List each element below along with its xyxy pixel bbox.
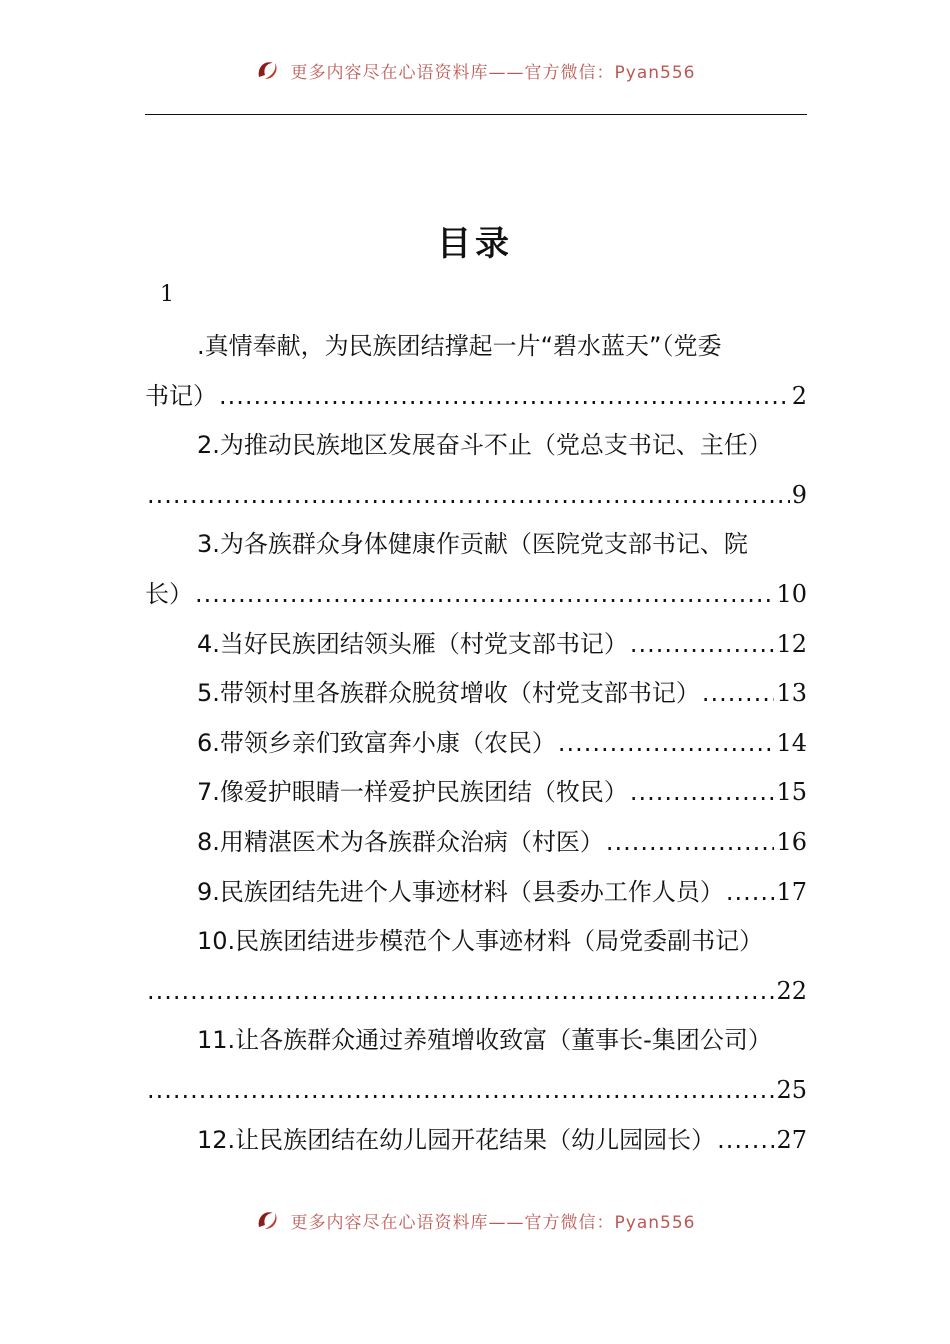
toc-entry-3-line-2[interactable]	[145, 570, 807, 620]
dot-leader	[558, 719, 775, 769]
dot-leader	[606, 818, 775, 868]
toc-entry-title: 5.带领村里各族群众脱贫增收（村党支部书记）	[197, 679, 700, 708]
toc-entry-title: 8.用精湛医术为各族群众治病（村医）	[197, 827, 604, 856]
dot-leader	[726, 868, 775, 918]
footer-banner-text: 更多内容尽在心语资料库——官方微信：Pyan556	[290, 1212, 696, 1233]
page-title: 目录	[437, 224, 513, 264]
toc-page-number: 14	[776, 728, 807, 757]
dot-leader	[147, 471, 790, 521]
toc-entry-title-continued: 书记）	[145, 381, 217, 410]
dot-leader	[702, 669, 775, 719]
toc-entry-10-line-1[interactable]	[145, 917, 807, 967]
toc-entry-title: 12.让民族团结在幼儿园开花结果（幼儿园园长）	[197, 1125, 716, 1154]
brand-logo-icon	[255, 1207, 281, 1233]
toc-entry-title-continued: 长）	[145, 579, 193, 608]
toc-entry-3-line-1[interactable]	[145, 520, 807, 570]
header-rule	[145, 114, 807, 115]
toc-page-number: 12	[776, 629, 807, 658]
toc-page-number: 2	[791, 381, 807, 410]
toc-page-number: 15	[776, 778, 807, 807]
table-of-contents	[145, 322, 807, 1165]
toc-entry-12[interactable]	[145, 1116, 807, 1166]
toc-entry-title: 3.为各族群众身体健康作贡献（医院党支部书记、院	[197, 530, 748, 559]
toc-entry-8[interactable]	[145, 818, 807, 868]
toc-entry-11-line-1[interactable]	[145, 1016, 807, 1066]
toc-entry-6[interactable]	[145, 719, 807, 769]
toc-entry-title: 6.带领乡亲们致富奔小康（农民）	[197, 728, 556, 757]
footer-watermark	[0, 1206, 950, 1234]
toc-page-number: 17	[776, 877, 807, 906]
toc-entry-10-line-2[interactable]	[145, 967, 807, 1017]
toc-entry-title: 9.民族团结先进个人事迹材料（县委办工作人员）	[197, 877, 724, 906]
toc-entry-2-line-1[interactable]	[145, 421, 807, 471]
toc-entry-title: 10.民族团结进步模范个人事迹材料（局党委副书记）	[197, 927, 764, 956]
dot-leader	[195, 570, 774, 620]
toc-entry-title: 7.像爱护眼睛一样爱护民族团结（牧民）	[197, 778, 628, 807]
toc-page-number: 27	[776, 1125, 807, 1154]
toc-entry-11-line-2[interactable]	[145, 1066, 807, 1116]
toc-entry-2-line-2[interactable]	[145, 471, 807, 521]
toc-page-number: 9	[791, 480, 807, 509]
dot-leader	[630, 768, 775, 818]
toc-page-number: 10	[776, 579, 807, 608]
toc-page-number: 13	[776, 679, 807, 708]
dot-leader	[147, 967, 774, 1017]
header-watermark	[0, 56, 950, 84]
dot-leader	[147, 1066, 774, 1116]
dot-leader	[717, 1116, 774, 1166]
toc-entry-title: 4.当好民族团结领头雁（村党支部书记）	[197, 629, 628, 658]
toc-entry-title: 2.为推动民族地区发展奋斗不止（党总支书记、主任）	[197, 431, 772, 460]
toc-entry-7[interactable]	[145, 768, 807, 818]
toc-entry-1-line-2[interactable]	[145, 372, 807, 422]
toc-entry-9[interactable]	[145, 868, 807, 918]
dot-leader	[219, 372, 790, 422]
dot-leader	[630, 620, 775, 670]
stray-number: 1	[160, 282, 174, 307]
header-banner-text: 更多内容尽在心语资料库——官方微信：Pyan556	[290, 62, 696, 83]
toc-entry-title: .真情奉献，为民族团结撑起一片“碧水蓝天”（党委	[197, 332, 722, 360]
brand-logo-icon	[255, 57, 281, 83]
toc-page-number: 16	[776, 827, 807, 856]
toc-page-number: 22	[776, 976, 807, 1005]
toc-entry-title: 11.让各族群众通过养殖增收致富（董事长-集团公司）	[197, 1026, 772, 1055]
toc-entry-5[interactable]	[145, 669, 807, 719]
toc-entry-4[interactable]	[145, 620, 807, 670]
toc-entry-1-line-1[interactable]	[145, 322, 807, 372]
toc-page-number: 25	[776, 1075, 807, 1104]
